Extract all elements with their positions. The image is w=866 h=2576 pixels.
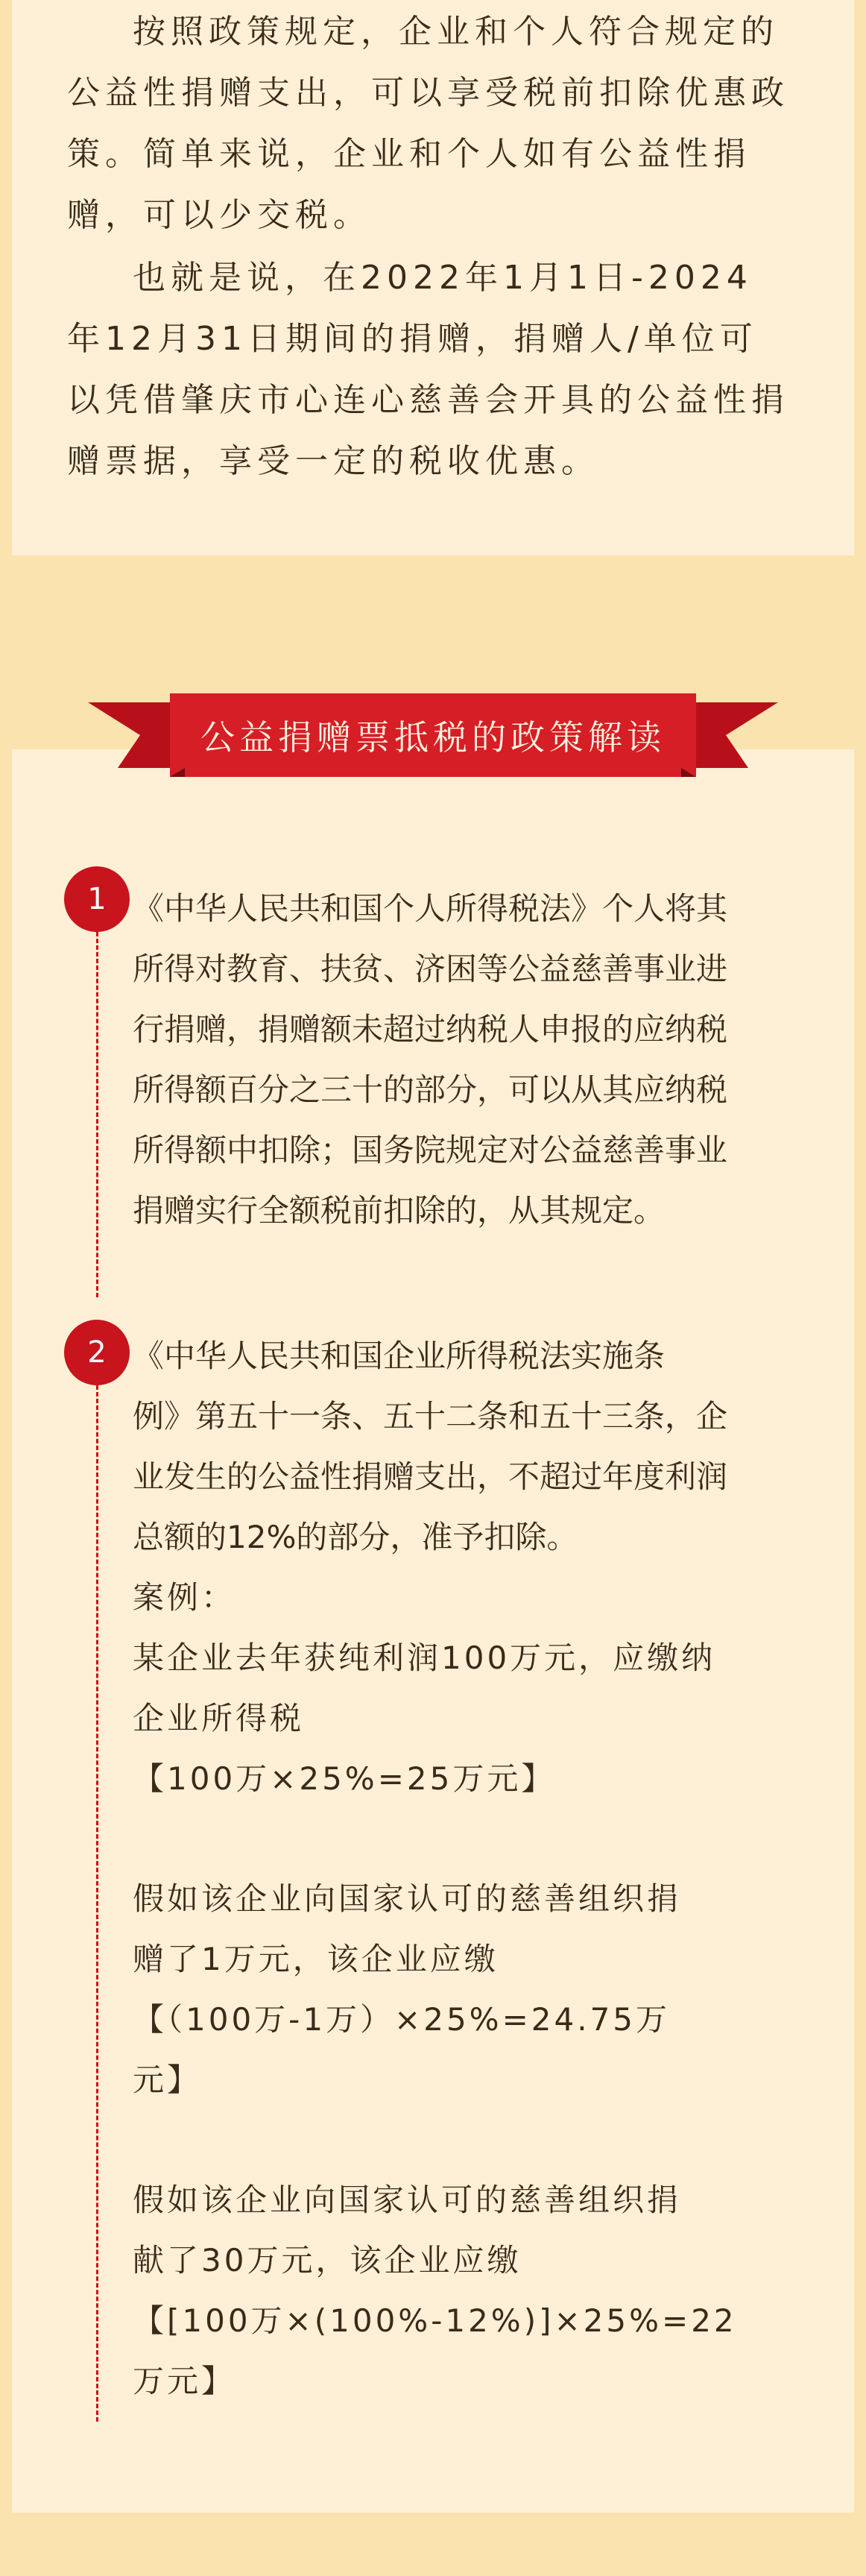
dashed-connector [96, 1385, 98, 2422]
text-line: 【（100万-1万）×25%=24.75万 [133, 2001, 671, 2038]
text-line: 总额的12%的部分，准予扣除。 [133, 1519, 578, 1555]
text-line: 假如该企业向国家认可的慈善组织捐 [133, 1880, 682, 1917]
text-line: 案例： [133, 1579, 236, 1616]
text-line: 企业所得税 [133, 1700, 305, 1736]
dashed-connector [96, 932, 98, 1297]
text-line: 所得额中扣除；国务院规定对公益慈善事业 [133, 1132, 728, 1168]
policy-item-2 [133, 1326, 796, 2411]
text-line: 捐赠实行全额税前扣除的，从其规定。 [133, 1192, 666, 1229]
blank-line [133, 2110, 796, 2170]
text-line: 例》第五十一条、五十二条和五十三条，企 [133, 1398, 728, 1435]
blank-line [133, 1809, 796, 1868]
text-line: 假如该企业向国家认可的慈善组织捐 [133, 2182, 682, 2218]
policy-item-1 [133, 878, 796, 1241]
text-line: 万元】 [133, 2363, 236, 2399]
text-line: 元】 [133, 2062, 202, 2098]
text-line: 【100万×25%=25万元】 [133, 1760, 556, 1797]
text-line: 赠了1万元，该企业应缴 [133, 1941, 499, 1977]
section-banner [88, 686, 778, 784]
intro-paragraph-2: 也就是说，在2022年1月1日-2024年12月31日期间的捐赠，捐赠人/单位可以凭借肇庆市心连心慈善会开具的公益性捐赠票据，享受一定的税收优惠。 [67, 259, 789, 480]
text-line: 《中华人民共和国企业所得税法实施条 [133, 1338, 666, 1374]
text-line: 所得对教育、扶贫、济困等公益慈善事业进 [133, 951, 728, 987]
text-line: 某企业去年获纯利润100万元，应缴纳 [133, 1640, 716, 1676]
text-line: 业发生的公益性捐赠支出，不超过年度利润 [133, 1458, 728, 1495]
intro-paragraph-1: 按照政策规定，企业和个人符合规定的公益性捐赠支出，可以享受税前扣除优惠政策。简单来说，企业和个人如有公益性捐赠，可以少交税。 [67, 13, 789, 234]
text-line: 【[100万×(100%-12%)]×25%=22 [133, 2302, 737, 2339]
text-line: 所得额百分之三十的部分，可以从其应纳税 [133, 1071, 728, 1108]
item-number-badge: 1 [64, 866, 130, 932]
banner-title: 公益捐赠票抵税的政策解读 [200, 717, 666, 758]
text-line: 《中华人民共和国个人所得税法》个人将其 [133, 890, 728, 927]
item-number-badge: 2 [64, 1320, 130, 1385]
text-line: 行捐赠，捐赠额未超过纳税人申报的应纳税 [133, 1011, 728, 1048]
text-line: 献了30万元，该企业应缴 [133, 2242, 522, 2279]
